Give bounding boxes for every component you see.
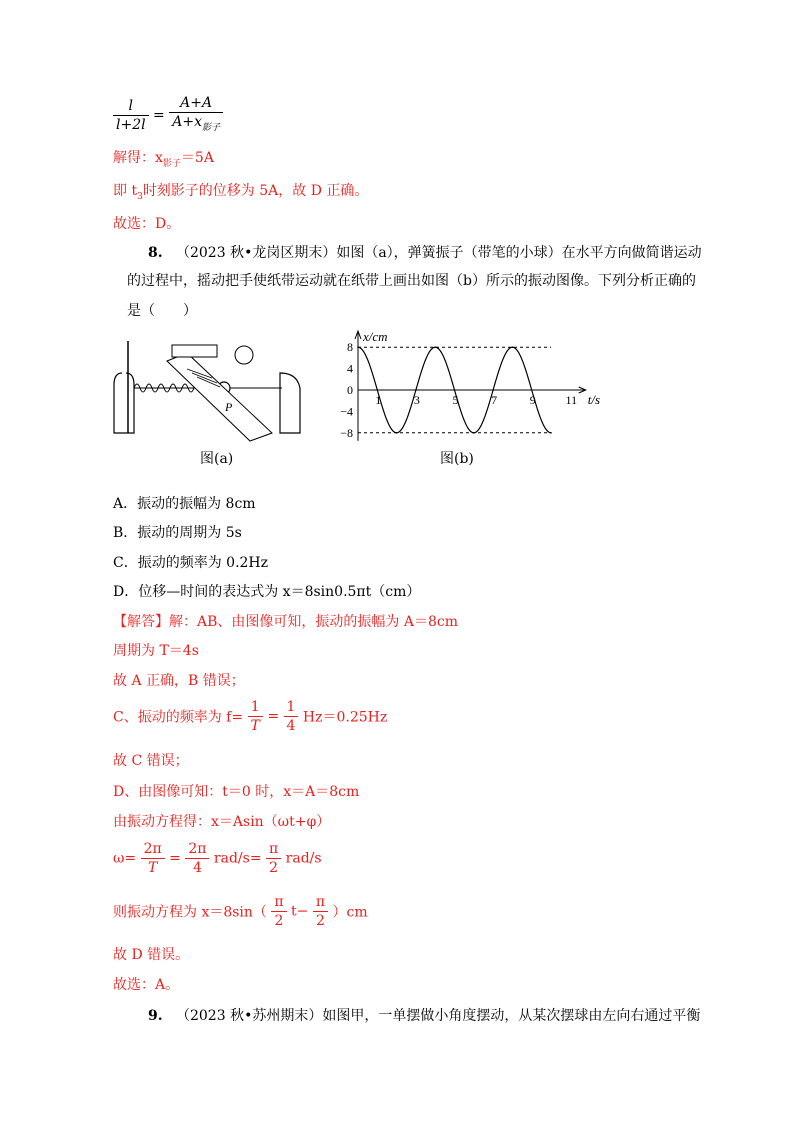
solution-line10: 故 D 错误。 (113, 947, 190, 963)
figure-a-apparatus (112, 333, 312, 443)
solution-line8: ω= $\frac{2\pi}{T}$ = $\frac{2\pi}{4}$ rad/s= $\frac{\pi}{2}$ rad/s (113, 841, 322, 876)
label-p: P (225, 400, 233, 414)
figure-b-caption: 图(b) (440, 451, 474, 467)
x-tick-label: 11 (565, 393, 578, 407)
figure-b-chart (320, 325, 610, 450)
y-axis-label: x/cm (363, 329, 388, 344)
option-c[interactable]: C．振动的频率为 0.2Hz (113, 555, 269, 571)
prev-answer: 故选：D。 (113, 216, 181, 232)
left-support (114, 373, 134, 433)
y-tick-label: 0 (347, 383, 353, 397)
figure-a-caption: 图(a) (200, 451, 234, 467)
data-point (377, 389, 379, 391)
x-axis-label: t/s (587, 392, 601, 407)
solution-line2: 周期为 T＝4s (113, 643, 199, 659)
question-number: 8. (148, 245, 163, 261)
solution-line1: 【解答】解：AB、由图像可知，振动的振幅为 A＝8cm (113, 614, 458, 630)
top-formula: $\frac{l}{l+2l}$ = $\frac{A+A}{A+x_{影子}}$ (113, 94, 223, 137)
y-tick-label: 8 (347, 340, 353, 355)
solution-tag: 【解答】 (113, 614, 169, 630)
solution-line5: 故 C 错误； (113, 753, 189, 769)
fraction-a: $\frac{A+A}{A+x_{影子}}$ (169, 94, 223, 137)
solution-line4: C、振动的频率为 f= $\frac{1}{T}$ = $\frac{1}{4}$ Hz＝0.25Hz (113, 699, 388, 734)
option-d[interactable]: D．位移—时间的表达式为 x＝8sin0.5πt（cm） (113, 584, 421, 600)
data-point (550, 432, 552, 434)
data-point (473, 432, 475, 434)
x-tick-label: 9 (529, 393, 536, 407)
hand-crank (235, 346, 253, 364)
roller (172, 345, 217, 357)
x-tick-label: 1 (375, 393, 382, 407)
data-point (454, 389, 456, 391)
solution-answer: 故选：A。 (113, 977, 180, 993)
fraction-l: $\frac{l}{l+2l}$ (113, 97, 149, 134)
y-tick-label: −8 (340, 425, 353, 440)
x-tick-label: 5 (452, 393, 459, 407)
solution-line9: 则振动方程为 x＝8sin（ $\frac{\pi}{2}$ t− $\frac{\pi}{2}$ ）cm (113, 894, 368, 929)
option-b[interactable]: B．振动的周期为 5s (113, 525, 242, 541)
y-tick-label: 4 (347, 361, 353, 376)
x-tick-label: 7 (491, 393, 498, 407)
question-9-line1: 9. （2023 秋•苏州期末）如图甲，一单摆做小角度摆动，从某次摆球由左向右通过平衡 (148, 1008, 701, 1024)
data-point (531, 389, 533, 391)
question-8-line2: 的过程中，摇动把手使纸带运动就在纸带上画出如图（b）所示的振动图像。下列分析正确的 (127, 273, 696, 289)
data-point (415, 389, 417, 391)
solution-line6: D、由图像可知：t＝0 时，x＝A＝8cm (113, 784, 360, 800)
solution-line3: 故 A 正确，B 错误； (113, 673, 245, 689)
right-support (280, 373, 300, 433)
question-8-line3: 是（ ） (127, 303, 197, 319)
data-point (396, 432, 398, 434)
solution-line7: 由振动方程得：x＝Asin（ωt+φ） (113, 814, 331, 830)
data-point (357, 346, 359, 348)
option-a[interactable]: A．振动的振幅为 8cm (113, 496, 256, 512)
t3-line: 即 $t_3$时刻影子的位移为 5A，故 D 正确。 (113, 183, 369, 202)
paper-tape (167, 353, 272, 441)
data-point (492, 389, 494, 391)
data-point (512, 346, 514, 348)
x-tick-label: 3 (413, 393, 420, 407)
question-number: 9. (148, 1008, 163, 1024)
solve-line: 解得：$x_{影子}=5A$ (113, 150, 214, 169)
question-8-line1: 8. （2023 秋•龙岗区期末）如图（a），弹簧振子（带笔的小球）在水平方向做简谐运动 (148, 245, 702, 261)
data-point (434, 346, 436, 348)
y-tick-label: −4 (340, 404, 353, 419)
